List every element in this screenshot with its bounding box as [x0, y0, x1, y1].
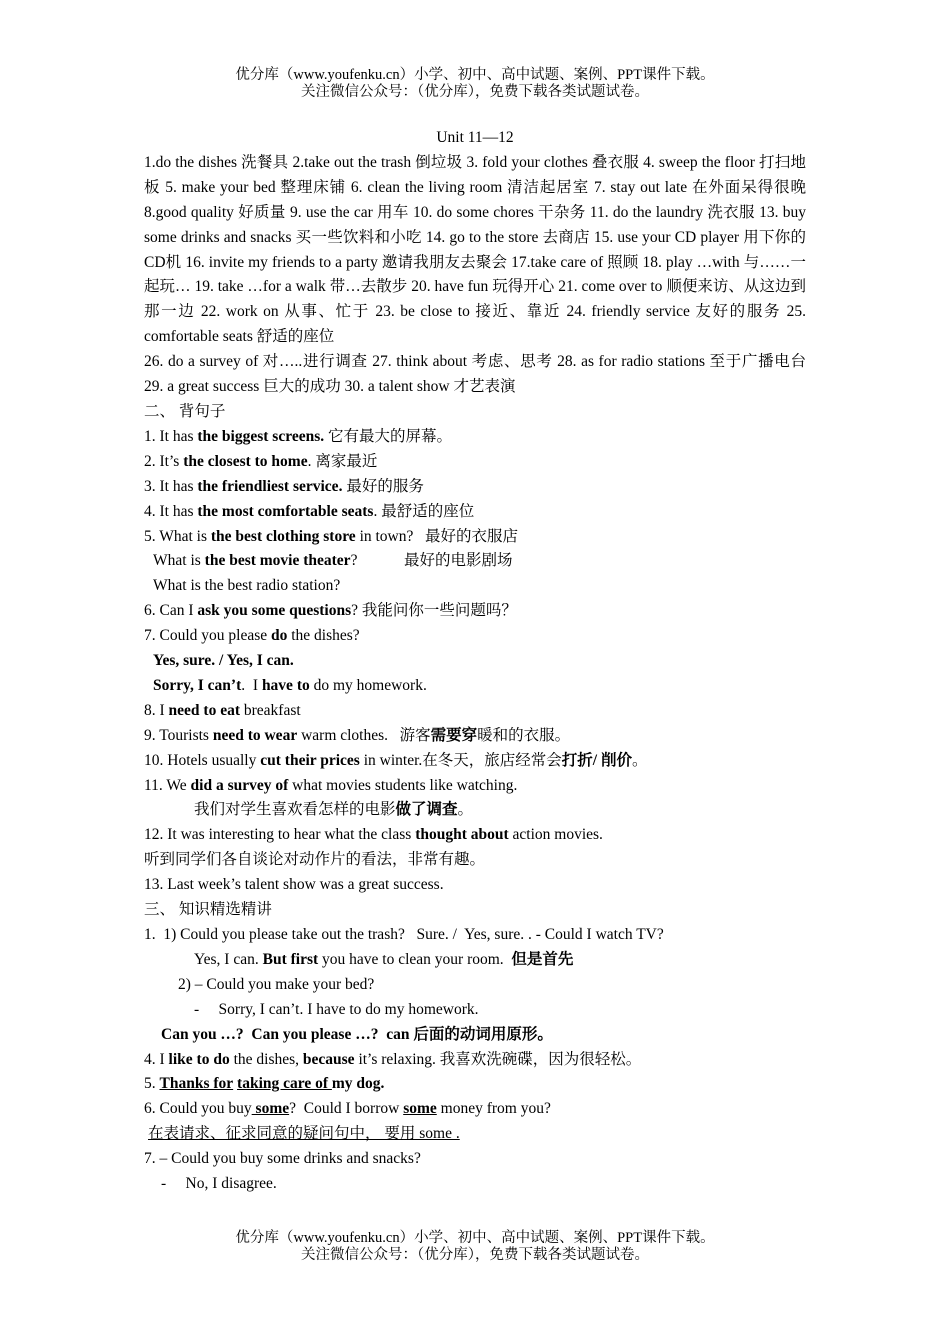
header-line-2: 关注微信公众号：（优分库），免费下载各类试题试卷。	[301, 84, 649, 100]
document-title: Unit 11—12	[436, 129, 514, 146]
sentence-5: 5. What is the best clothing store in town? 最好的衣服店	[144, 527, 518, 545]
sentence-5-b: What is the best movie theater? 最好的电影剧场	[153, 552, 513, 570]
point-1-rule: Can you …? Can you please …? can 后面的动词用原形。	[161, 1025, 553, 1043]
sentence-9: 9. Tourists need to wear warm clothes. 游客需要穿暖和的衣服。	[144, 726, 571, 744]
sentence-2: 2. It’s the closest to home. 离家最近	[144, 452, 378, 470]
sentence-4: 4. It has the most comfortable seats. 最舒适的座位	[144, 502, 475, 520]
sentence-3: 3. It has the friendliest service. 最好的服务	[144, 477, 424, 495]
sentence-6: 6. Can I ask you some questions? 我能问你一些问题吗？	[144, 602, 517, 620]
sentence-5-c: What is the best radio station?	[153, 577, 341, 595]
sentence-13: 13. Last week’s talent show was a great success.	[144, 876, 444, 894]
point-6: 6. Could you buy some? Could I borrow some money from you?	[144, 1100, 551, 1118]
footer-line-2: 关注微信公众号：（优分库），免费下载各类试题试卷。	[301, 1247, 649, 1263]
section-3-heading: 三、 知识精选精讲	[144, 901, 272, 919]
sentence-11-translation: 我们对学生喜欢看怎样的电影做了调查。	[194, 801, 474, 819]
sentence-7-sorry: Sorry, I can’t. I have to do my homework.	[153, 676, 427, 694]
section-2-heading: 二、 背句子	[144, 402, 226, 420]
page-footer	[0, 1230, 950, 1264]
page-header	[0, 67, 950, 101]
point-1: 1. 1) Could you please take out the trash? Sure. / Yes, sure. . - Could I watch TV?	[144, 926, 664, 943]
header-line-1: 优分库（www.youfenku.cn）小学、初中、高中试题、案例、PPT课件下载。	[235, 67, 715, 83]
point-5: 5. Thanks for taking care of my dog.	[144, 1075, 385, 1093]
point-1-question-2: 2) – Could you make your bed?	[178, 975, 375, 993]
footer-line-1: 优分库（www.youfenku.cn）小学、初中、高中试题、案例、PPT课件下载。	[235, 1230, 715, 1246]
point-7-answer: - No, I disagree.	[161, 1175, 277, 1193]
point-6-rule: 在表请求、征求同意的疑问句中， 要用 some .	[148, 1125, 460, 1143]
point-7: 7. – Could you buy some drinks and snacks?	[144, 1150, 421, 1168]
sentence-12: 12. It was interesting to hear what the class thought about action movies.	[144, 826, 603, 844]
sentence-1: 1. It has the biggest screens. 它有最大的屏幕。	[144, 427, 452, 445]
document-body	[144, 126, 806, 1197]
point-1-answer: Yes, I can. But first you have to clean your room. 但是首先	[194, 950, 574, 968]
phrase-list-1: 1.do the dishes 洗餐具 2.take out the trash 倒垃圾 3. fold your clothes 叠衣服 4. sweep the floor 打扫地板 5. make your bed 整理床铺 6. clean the living room 清洁起居室 7. stay out late 在外面呆得很晚 8.good quality 好质量 9. use the car 用车 10. do some chores 干杂务 11. do the laundry 洗衣服 13. buy some drinks and snacks 买一些饮料和小吃 14. go to the store 去商店 15. use your CD player 用下你的CD机 16. invite my friends to a party 邀请我朋友去聚会 17.take care of 照顾 18. play …with 与……一起玩… 19. take …for a walk 带…去散步 20. have fun 玩得开心 21. come over to 顺便来访、从这边到那一边 22. work on 从事、忙于 23. be close to 接近、靠近 24. friendly service 友好的服务 25. comfortable seats 舒适的座位	[144, 153, 806, 346]
sentence-8: 8. I need to eat breakfast	[144, 701, 301, 719]
sentence-12-translation: 听到同学们各自谈论对动作片的看法，非常有趣。	[144, 851, 486, 869]
point-4: 4. I like to do the dishes, because it’s relaxing. 我喜欢洗碗碟，因为很轻松。	[144, 1050, 642, 1068]
sentence-7: 7. Could you please do the dishes?	[144, 627, 360, 645]
sentence-10: 10. Hotels usually cut their prices in winter.在冬天，旅店经常会打折/ 削价。	[144, 751, 648, 769]
phrase-list-2: 26. do a survey of 对…..进行调查 27. think about 考虑、思考 28. as for radio stations 至于广播电台 29. a great success 巨大的成功 30. a talent show 才艺表演	[144, 353, 806, 396]
point-1-answer-2: - Sorry, I can’t. I have to do my homework.	[194, 1000, 479, 1018]
sentence-7-yes: Yes, sure. / Yes, I can.	[153, 652, 294, 670]
sentence-11: 11. We did a survey of what movies students like watching.	[144, 776, 518, 794]
